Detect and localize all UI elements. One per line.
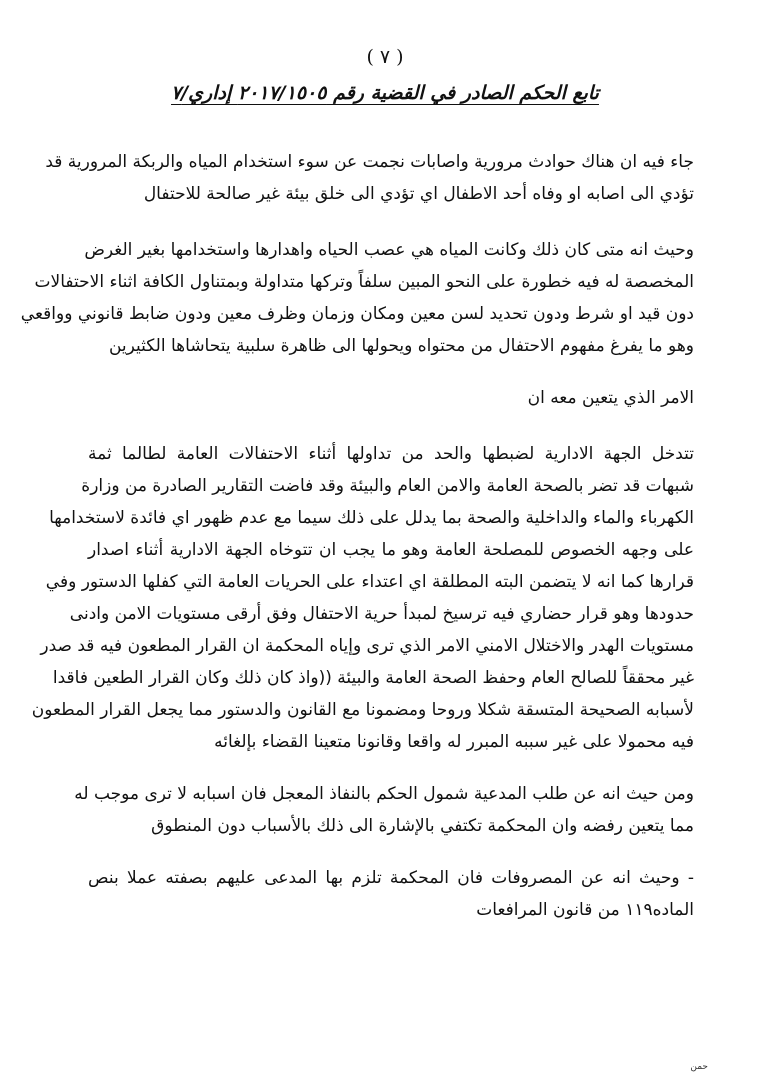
text-line: وحيث انه متى كان ذلك وكانت المياه هي عصب الحياه واهدارها واستخدامها بغير الغرض bbox=[84, 240, 694, 260]
text-line: حدودها وهو قرار حضاري فيه ترسيخ لمبدأ حرية الاحتفال وفق أرقى مستويات الامن وادنى bbox=[69, 604, 694, 624]
text-line: ومن حيث انه عن طلب المدعية شمول الحكم بالنفاذ المعجل فان اسبابه لا ترى موجب له bbox=[74, 784, 694, 804]
text-line: مستويات الهدر والاختلال الامني الامر الذي ترى وإياه المحكمة ان القرار المطعون فيه قد صدر bbox=[40, 636, 694, 656]
paragraph-2 bbox=[20, 234, 694, 362]
text-line: الكهرباء والماء والداخلية والصحة بما يدلل على ذلك سيما مع عدم ظهور اي فائدة لاستخدامها bbox=[49, 508, 694, 528]
text-line: غير محققاً للصالح العام وحفظ الصحة العامة والبيئة ((واذ كان ذلك وكان القرار الطعين فاقدا bbox=[52, 668, 694, 688]
page-number: ( ٧ ) bbox=[366, 46, 404, 68]
text-line: الامر الذي يتعين معه ان bbox=[527, 388, 694, 408]
text-line: تتدخل الجهة الادارية لضبطها والحد من تداولها أثناء الاحتفالات العامة لطالما ثمة bbox=[88, 444, 694, 464]
footer-initials: حمن bbox=[690, 1062, 708, 1072]
paragraph-4 bbox=[31, 438, 694, 758]
text-line: المخصصة له فيه خطورة على النحو المبين سلفاً وتركها متداولة وبمتناول الكافة اثناء الاحتفالات bbox=[34, 272, 694, 292]
text-line: وهو ما يفرغ مفهوم الاحتفال من محتواه ويحولها الى ظاهرة سلبية يتحاشاها الكثيرين bbox=[108, 336, 694, 356]
paragraph-3 bbox=[88, 382, 694, 414]
text-line: جاء فيه ان هناك حوادث مرورية واصابات نجمت عن سوء استخدام المياه والربكة المرورية قد bbox=[45, 152, 694, 172]
text-line: على وجهه الخصوص للمصلحة العامة وهو ما يجب ان تتوخاه الجهة الادارية أثناء اصدار bbox=[88, 540, 694, 560]
paragraph-5 bbox=[74, 778, 694, 842]
text-line: شبهات قد تضر بالصحة العامة والامن العام والبيئة وقد فاضت التقارير الصادرة من وزارة bbox=[81, 476, 694, 496]
text-line: لأسبابه الصحيحة المتسقة شكلا وروحا ومضمونا مع القانون والدستور مما يجعل القرار المطعون bbox=[31, 700, 694, 720]
document-body bbox=[20, 146, 694, 926]
text-line: تؤدي الى اصابه او وفاه أحد الاطفال اي تؤدي الى خلق بيئة غير صالحة للاحتفال bbox=[143, 184, 694, 204]
text-line: فيه محمولا على غير سببه المبرر له واقعا وقانونا متعينا القضاء بإلغائه bbox=[214, 732, 694, 752]
text-line: مما يتعين رفضه وان المحكمة تكتفي بالإشارة الى ذلك بالأسباب دون المنطوق bbox=[151, 816, 694, 836]
paragraph-1 bbox=[45, 146, 694, 210]
judgment-heading: تابع الحكم الصادر في القضية رقم ٢٠١٧/١٥٠٥ إداري/٧ bbox=[171, 82, 599, 104]
text-line: قرارها كما انه لا يتضمن البته المطلقة اي اعتداء على الحريات العامة التي كفلها الدستور وفي bbox=[45, 572, 694, 592]
text-line: الماده١١٩ من قانون المرافعات bbox=[476, 900, 694, 920]
paragraph-6 bbox=[88, 862, 694, 926]
text-line: - وحيث انه عن المصروفات فان المحكمة تلزم بها المدعى عليهم بصفته عملا بنص bbox=[88, 868, 694, 888]
text-line: دون قيد او شرط ودون تحديد لسن معين ومكان وزمان وظرف معين ودون ضابط قانوني وواقعي bbox=[20, 304, 694, 324]
